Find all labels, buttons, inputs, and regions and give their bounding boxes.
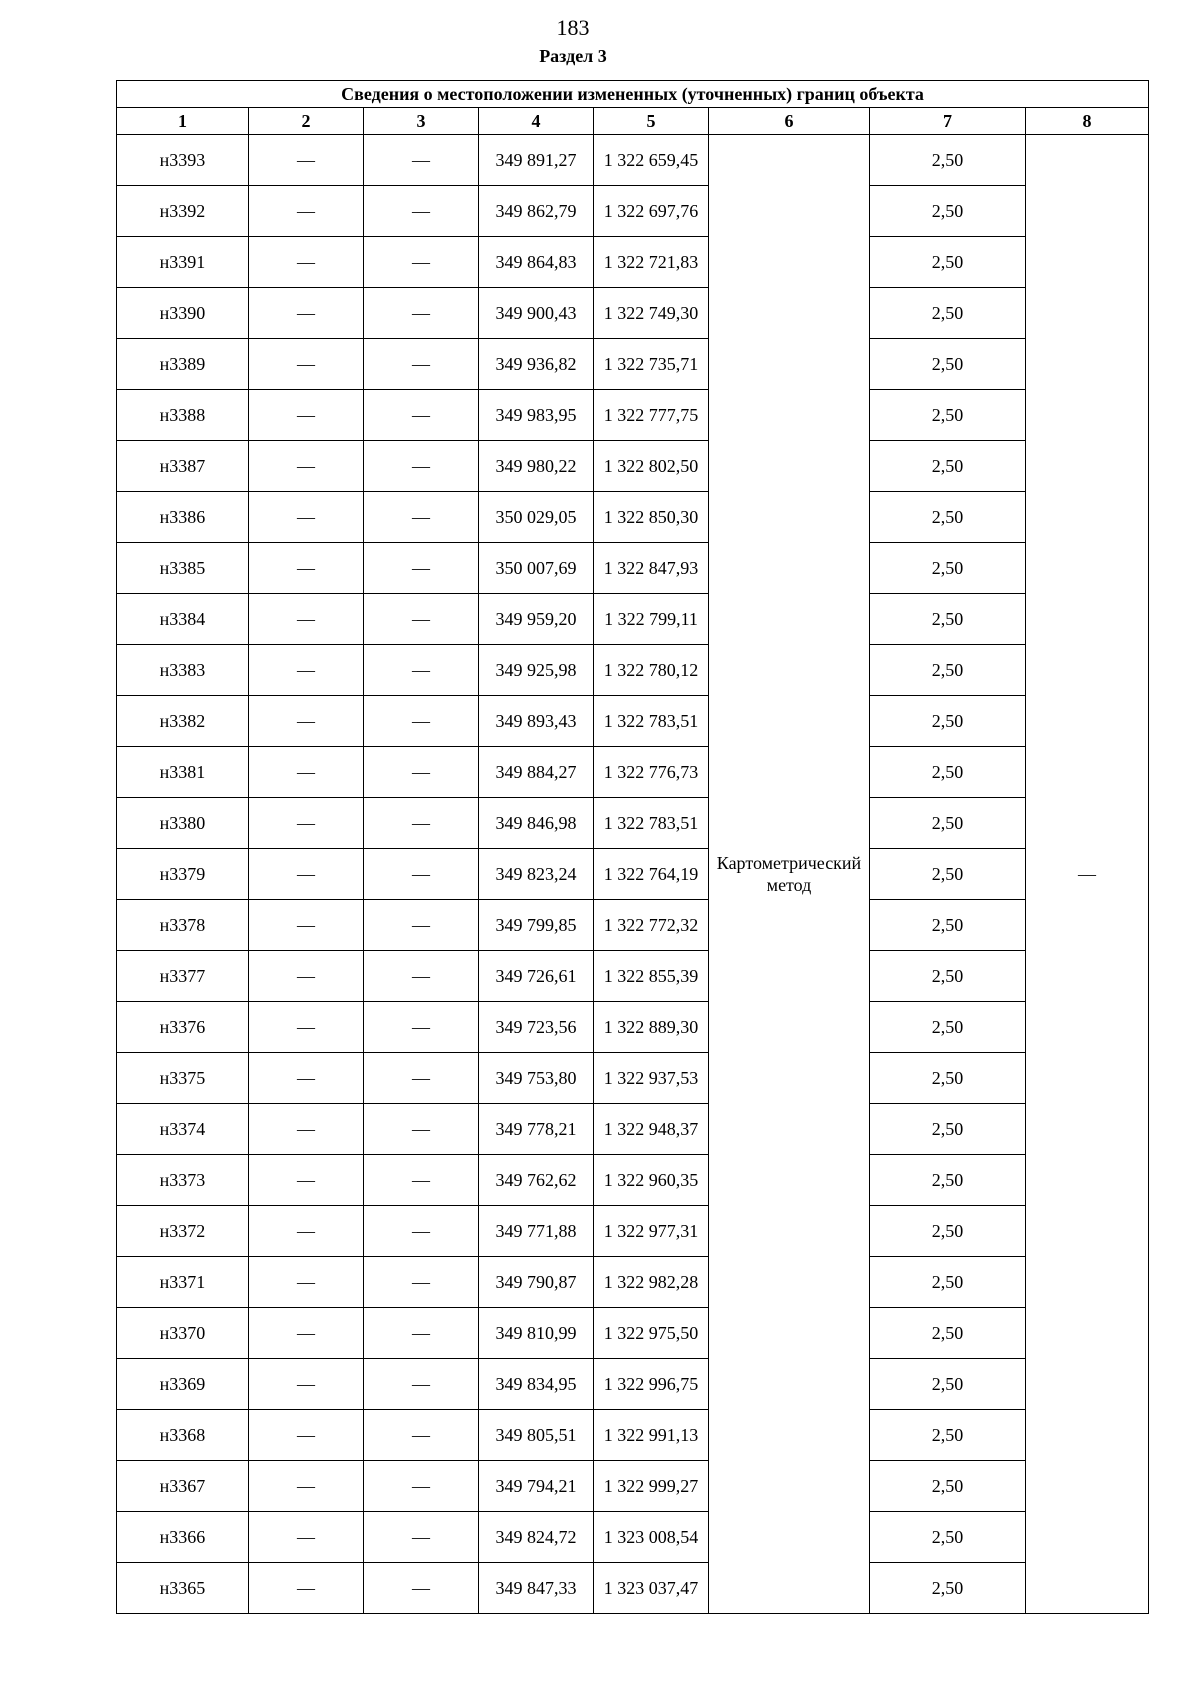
point-cell: н3365: [117, 1563, 249, 1614]
table-row: [117, 1206, 1149, 1257]
col8-cell: —: [1026, 135, 1149, 1614]
accuracy-cell: 2,50: [870, 339, 1026, 390]
x-coordinate-cell: 349 823,24: [479, 849, 594, 900]
col2-cell: —: [249, 798, 364, 849]
col3-cell: —: [364, 237, 479, 288]
col3-cell: —: [364, 339, 479, 390]
column-number-7: 7: [870, 108, 1026, 135]
col2-cell: —: [249, 645, 364, 696]
x-coordinate-cell: 349 834,95: [479, 1359, 594, 1410]
y-coordinate-cell: 1 322 999,27: [594, 1461, 709, 1512]
point-cell: н3381: [117, 747, 249, 798]
col3-cell: —: [364, 186, 479, 237]
col2-cell: —: [249, 696, 364, 747]
point-cell: н3370: [117, 1308, 249, 1359]
col3-cell: —: [364, 1206, 479, 1257]
col2-cell: —: [249, 1359, 364, 1410]
col3-cell: —: [364, 849, 479, 900]
table-row: [117, 390, 1149, 441]
y-coordinate-cell: 1 322 991,13: [594, 1410, 709, 1461]
y-coordinate-cell: 1 322 776,73: [594, 747, 709, 798]
table-row: [117, 747, 1149, 798]
table-row: [117, 1512, 1149, 1563]
accuracy-cell: 2,50: [870, 237, 1026, 288]
boundary-table: [116, 80, 1149, 1614]
col2-cell: —: [249, 186, 364, 237]
col2-cell: —: [249, 900, 364, 951]
column-number-6: 6: [709, 108, 870, 135]
x-coordinate-cell: 349 778,21: [479, 1104, 594, 1155]
x-coordinate-cell: 349 959,20: [479, 594, 594, 645]
table-row: [117, 237, 1149, 288]
x-coordinate-cell: 349 893,43: [479, 696, 594, 747]
point-cell: н3379: [117, 849, 249, 900]
col2-cell: —: [249, 237, 364, 288]
table-row: [117, 1359, 1149, 1410]
point-cell: н3383: [117, 645, 249, 696]
accuracy-cell: 2,50: [870, 543, 1026, 594]
table-row: [117, 849, 1149, 900]
table-body: [117, 135, 1149, 1614]
y-coordinate-cell: 1 322 937,53: [594, 1053, 709, 1104]
accuracy-cell: 2,50: [870, 1206, 1026, 1257]
col2-cell: —: [249, 390, 364, 441]
accuracy-cell: 2,50: [870, 1257, 1026, 1308]
x-coordinate-cell: 350 007,69: [479, 543, 594, 594]
x-coordinate-cell: 349 900,43: [479, 288, 594, 339]
col2-cell: —: [249, 1002, 364, 1053]
accuracy-cell: 2,50: [870, 1308, 1026, 1359]
point-cell: н3389: [117, 339, 249, 390]
y-coordinate-cell: 1 322 960,35: [594, 1155, 709, 1206]
col3-cell: —: [364, 1410, 479, 1461]
point-cell: н3384: [117, 594, 249, 645]
accuracy-cell: 2,50: [870, 849, 1026, 900]
accuracy-cell: 2,50: [870, 186, 1026, 237]
page-number: 183: [556, 15, 590, 40]
col2-cell: —: [249, 339, 364, 390]
col3-cell: —: [364, 543, 479, 594]
accuracy-cell: 2,50: [870, 1002, 1026, 1053]
accuracy-cell: 2,50: [870, 1461, 1026, 1512]
x-coordinate-cell: 349 980,22: [479, 441, 594, 492]
col2-cell: —: [249, 441, 364, 492]
col2-cell: —: [249, 288, 364, 339]
col3-cell: —: [364, 441, 479, 492]
x-coordinate-cell: 349 805,51: [479, 1410, 594, 1461]
col3-cell: —: [364, 288, 479, 339]
x-coordinate-cell: 349 925,98: [479, 645, 594, 696]
accuracy-cell: 2,50: [870, 390, 1026, 441]
col3-cell: —: [364, 1308, 479, 1359]
point-cell: н3367: [117, 1461, 249, 1512]
x-coordinate-cell: 349 723,56: [479, 1002, 594, 1053]
point-cell: н3390: [117, 288, 249, 339]
col2-cell: —: [249, 1257, 364, 1308]
x-coordinate-cell: 349 864,83: [479, 237, 594, 288]
accuracy-cell: 2,50: [870, 441, 1026, 492]
col3-cell: —: [364, 1359, 479, 1410]
col3-cell: —: [364, 1512, 479, 1563]
col2-cell: —: [249, 594, 364, 645]
x-coordinate-cell: 349 799,85: [479, 900, 594, 951]
y-coordinate-cell: 1 322 889,30: [594, 1002, 709, 1053]
col3-cell: —: [364, 390, 479, 441]
col3-cell: —: [364, 951, 479, 1002]
col2-cell: —: [249, 1563, 364, 1614]
accuracy-cell: 2,50: [870, 135, 1026, 186]
accuracy-cell: 2,50: [870, 1563, 1026, 1614]
point-cell: н3374: [117, 1104, 249, 1155]
accuracy-cell: 2,50: [870, 900, 1026, 951]
x-coordinate-cell: 349 753,80: [479, 1053, 594, 1104]
col3-cell: —: [364, 1155, 479, 1206]
col2-cell: —: [249, 1104, 364, 1155]
section-title: Раздел 3: [539, 46, 607, 66]
y-coordinate-cell: 1 322 982,28: [594, 1257, 709, 1308]
y-coordinate-cell: 1 322 659,45: [594, 135, 709, 186]
table-row: [117, 798, 1149, 849]
table-row: [117, 594, 1149, 645]
column-number-8: 8: [1026, 108, 1149, 135]
point-cell: н3377: [117, 951, 249, 1002]
table-row: [117, 1461, 1149, 1512]
accuracy-cell: 2,50: [870, 1104, 1026, 1155]
table-row: [117, 186, 1149, 237]
table-row: [117, 1257, 1149, 1308]
point-cell: н3376: [117, 1002, 249, 1053]
col2-cell: —: [249, 1461, 364, 1512]
table-row: [117, 900, 1149, 951]
col3-cell: —: [364, 1002, 479, 1053]
accuracy-cell: 2,50: [870, 1359, 1026, 1410]
y-coordinate-cell: 1 322 847,93: [594, 543, 709, 594]
point-cell: н3380: [117, 798, 249, 849]
column-number-5: 5: [594, 108, 709, 135]
col3-cell: —: [364, 1053, 479, 1104]
accuracy-cell: 2,50: [870, 1053, 1026, 1104]
x-coordinate-cell: 349 810,99: [479, 1308, 594, 1359]
y-coordinate-cell: 1 322 697,76: [594, 186, 709, 237]
y-coordinate-cell: 1 322 850,30: [594, 492, 709, 543]
table-row: [117, 543, 1149, 594]
accuracy-cell: 2,50: [870, 1155, 1026, 1206]
x-coordinate-cell: 349 762,62: [479, 1155, 594, 1206]
point-cell: н3375: [117, 1053, 249, 1104]
point-cell: н3366: [117, 1512, 249, 1563]
table-title: Сведения о местоположении измененных (уточненных) границ объекта: [117, 81, 1149, 108]
table-row: [117, 1002, 1149, 1053]
col2-cell: —: [249, 1410, 364, 1461]
col2-cell: —: [249, 543, 364, 594]
col2-cell: —: [249, 951, 364, 1002]
x-coordinate-cell: 349 794,21: [479, 1461, 594, 1512]
x-coordinate-cell: 349 790,87: [479, 1257, 594, 1308]
column-number-3: 3: [364, 108, 479, 135]
col2-cell: —: [249, 747, 364, 798]
x-coordinate-cell: 349 862,79: [479, 186, 594, 237]
col3-cell: —: [364, 1104, 479, 1155]
col3-cell: —: [364, 645, 479, 696]
point-cell: н3368: [117, 1410, 249, 1461]
table-row: [117, 1104, 1149, 1155]
col2-cell: —: [249, 1155, 364, 1206]
accuracy-cell: 2,50: [870, 1512, 1026, 1563]
column-number-4: 4: [479, 108, 594, 135]
y-coordinate-cell: 1 322 783,51: [594, 798, 709, 849]
column-number-1: 1: [117, 108, 249, 135]
y-coordinate-cell: 1 322 749,30: [594, 288, 709, 339]
y-coordinate-cell: 1 322 721,83: [594, 237, 709, 288]
accuracy-cell: 2,50: [870, 1410, 1026, 1461]
accuracy-cell: 2,50: [870, 492, 1026, 543]
col3-cell: —: [364, 135, 479, 186]
y-coordinate-cell: 1 322 855,39: [594, 951, 709, 1002]
x-coordinate-cell: 349 846,98: [479, 798, 594, 849]
col3-cell: —: [364, 747, 479, 798]
accuracy-cell: 2,50: [870, 951, 1026, 1002]
col3-cell: —: [364, 900, 479, 951]
table-row: [117, 135, 1149, 186]
point-cell: н3372: [117, 1206, 249, 1257]
accuracy-cell: 2,50: [870, 747, 1026, 798]
x-coordinate-cell: 349 983,95: [479, 390, 594, 441]
table-row: [117, 339, 1149, 390]
col3-cell: —: [364, 1257, 479, 1308]
y-coordinate-cell: 1 322 780,12: [594, 645, 709, 696]
point-cell: н3369: [117, 1359, 249, 1410]
point-cell: н3385: [117, 543, 249, 594]
point-cell: н3382: [117, 696, 249, 747]
method-cell: Картометрический метод: [709, 135, 870, 1614]
col2-cell: —: [249, 1206, 364, 1257]
table-row: [117, 1053, 1149, 1104]
point-cell: н3388: [117, 390, 249, 441]
y-coordinate-cell: 1 322 772,32: [594, 900, 709, 951]
table-row: [117, 441, 1149, 492]
col2-cell: —: [249, 1308, 364, 1359]
x-coordinate-cell: 349 824,72: [479, 1512, 594, 1563]
point-cell: н3386: [117, 492, 249, 543]
x-coordinate-cell: 349 884,27: [479, 747, 594, 798]
col3-cell: —: [364, 696, 479, 747]
x-coordinate-cell: 349 847,33: [479, 1563, 594, 1614]
x-coordinate-cell: 349 726,61: [479, 951, 594, 1002]
accuracy-cell: 2,50: [870, 798, 1026, 849]
table-row: [117, 645, 1149, 696]
col2-cell: —: [249, 135, 364, 186]
y-coordinate-cell: 1 322 802,50: [594, 441, 709, 492]
y-coordinate-cell: 1 322 764,19: [594, 849, 709, 900]
point-cell: н3378: [117, 900, 249, 951]
y-coordinate-cell: 1 322 948,37: [594, 1104, 709, 1155]
y-coordinate-cell: 1 322 996,75: [594, 1359, 709, 1410]
x-coordinate-cell: 350 029,05: [479, 492, 594, 543]
point-cell: н3391: [117, 237, 249, 288]
table-row: [117, 492, 1149, 543]
y-coordinate-cell: 1 322 735,71: [594, 339, 709, 390]
col2-cell: —: [249, 1053, 364, 1104]
y-coordinate-cell: 1 322 975,50: [594, 1308, 709, 1359]
x-coordinate-cell: 349 771,88: [479, 1206, 594, 1257]
table-row: [117, 1308, 1149, 1359]
y-coordinate-cell: 1 322 799,11: [594, 594, 709, 645]
point-cell: н3371: [117, 1257, 249, 1308]
col3-cell: —: [364, 1461, 479, 1512]
column-number-2: 2: [249, 108, 364, 135]
col2-cell: —: [249, 1512, 364, 1563]
point-cell: н3392: [117, 186, 249, 237]
column-number-row: [117, 108, 1149, 135]
y-coordinate-cell: 1 322 783,51: [594, 696, 709, 747]
table-row: [117, 696, 1149, 747]
y-coordinate-cell: 1 323 037,47: [594, 1563, 709, 1614]
col3-cell: —: [364, 492, 479, 543]
y-coordinate-cell: 1 323 008,54: [594, 1512, 709, 1563]
accuracy-cell: 2,50: [870, 288, 1026, 339]
accuracy-cell: 2,50: [870, 645, 1026, 696]
accuracy-cell: 2,50: [870, 696, 1026, 747]
table-row: [117, 1563, 1149, 1614]
accuracy-cell: 2,50: [870, 594, 1026, 645]
point-cell: н3393: [117, 135, 249, 186]
table-row: [117, 288, 1149, 339]
col2-cell: —: [249, 492, 364, 543]
point-cell: н3373: [117, 1155, 249, 1206]
table-row: [117, 1155, 1149, 1206]
x-coordinate-cell: 349 891,27: [479, 135, 594, 186]
col2-cell: —: [249, 849, 364, 900]
point-cell: н3387: [117, 441, 249, 492]
col3-cell: —: [364, 594, 479, 645]
col3-cell: —: [364, 798, 479, 849]
y-coordinate-cell: 1 322 977,31: [594, 1206, 709, 1257]
table-row: [117, 1410, 1149, 1461]
y-coordinate-cell: 1 322 777,75: [594, 390, 709, 441]
x-coordinate-cell: 349 936,82: [479, 339, 594, 390]
col3-cell: —: [364, 1563, 479, 1614]
table-row: [117, 951, 1149, 1002]
